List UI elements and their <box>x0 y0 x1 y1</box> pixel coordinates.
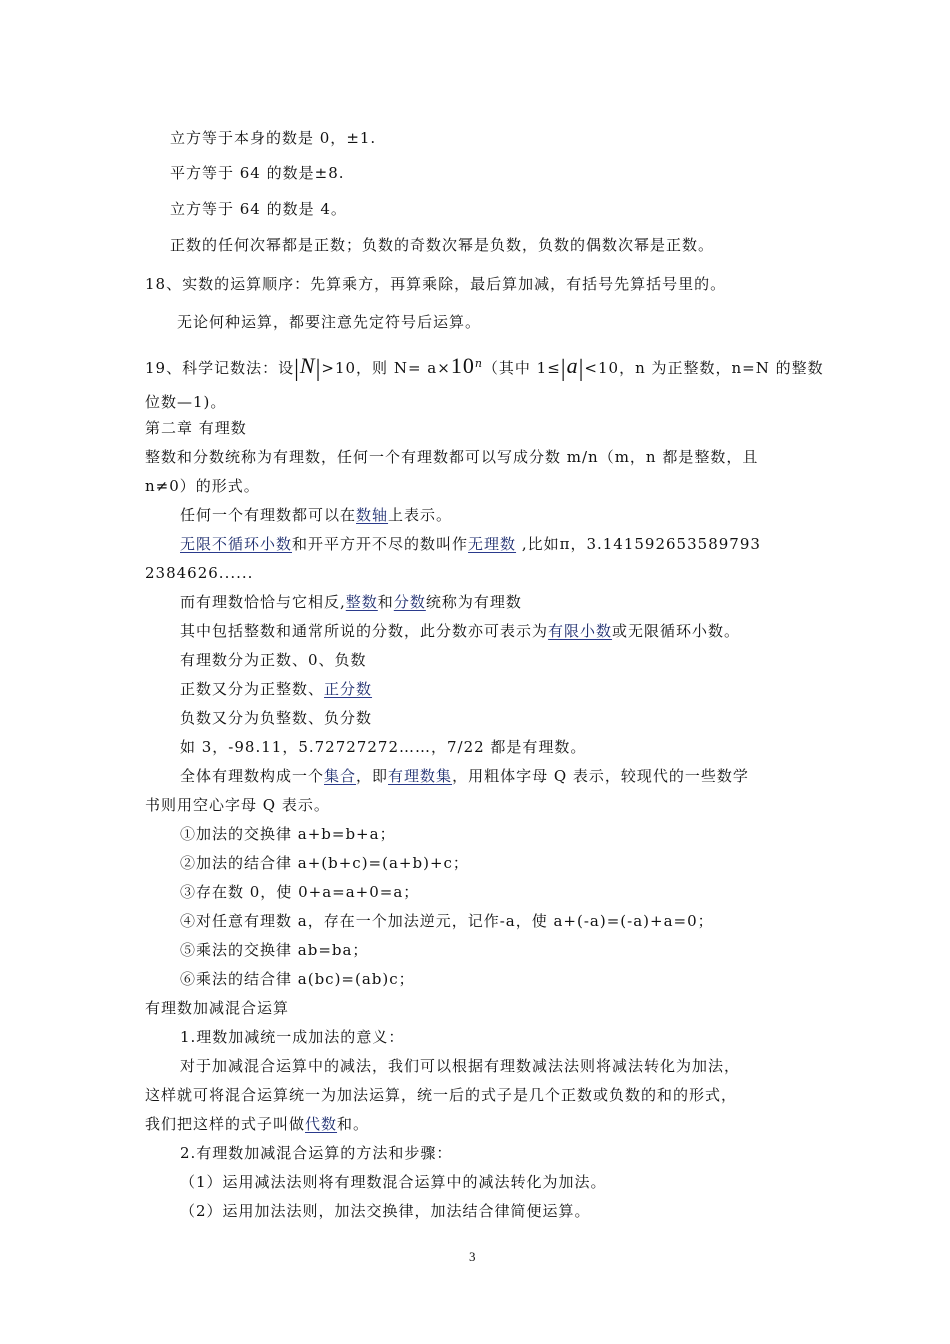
math-var: N <box>299 353 316 378</box>
abs-bar: | <box>315 356 322 382</box>
text-line: （1）运用减法法则将有理数混合运算中的减法转化为加法。 <box>180 1173 607 1191</box>
formula-line <box>145 353 824 382</box>
link-finite-decimal[interactable]: 有限小数 <box>548 622 613 640</box>
text-line: 平方等于 64 的数是±8. <box>170 164 345 182</box>
section-heading: 有理数加减混合运算 <box>145 999 290 1017</box>
law-item: ④对任意有理数 a，存在一个加法逆元，记作-a，使 a+(-a)=(-a)+a=0； <box>180 912 714 930</box>
text-segment: 而有理数恰恰与它相反, <box>180 593 346 611</box>
link-number-line[interactable]: 数轴 <box>356 506 389 524</box>
chapter-heading: 第二章 有理数 <box>145 419 247 437</box>
law-item: ⑥乘法的结合律 a(bc)=(ab)c； <box>180 970 415 988</box>
text-segment: >10，则 N= a× <box>321 359 451 377</box>
text-line: 立方等于本身的数是 0，±1. <box>170 129 377 147</box>
text-segment: 或无限循环小数。 <box>612 622 741 640</box>
text-line <box>180 534 761 554</box>
text-line: 如 3，-98.11，5.72727272……，7/22 都是有理数。 <box>180 738 587 756</box>
text-line: 18、实数的运算顺序：先算乘方，再算乘除，最后算加减，有括号先算括号里的。 <box>145 275 727 293</box>
text-segment: <10，n 为正整数，n=N 的整数 <box>584 359 824 377</box>
math-var: a <box>566 353 579 378</box>
text-line: 无论何种运算，都要注意先定符号后运算。 <box>177 313 482 331</box>
link-irrational-number[interactable]: 无理数 <box>468 535 517 553</box>
link-algebraic[interactable]: 代数 <box>305 1115 338 1133</box>
text-segment: （其中 1≤ <box>482 359 561 377</box>
text-line: 整数和分数统称为有理数，任何一个有理数都可以写成分数 m/n（m，n 都是整数，且 <box>145 448 759 466</box>
text-line <box>180 679 372 699</box>
text-segment: ，即 <box>356 767 389 785</box>
link-positive-fraction[interactable]: 正分数 <box>324 680 373 698</box>
link-irrational-decimal[interactable]: 无限不循环小数 <box>180 535 293 553</box>
text-segment: 任何一个有理数都可以在 <box>180 506 357 524</box>
text-line: 正数的任何次幂都是正数；负数的奇数次幂是负数，负数的偶数次幂是正数。 <box>170 236 715 254</box>
text-line: 2384626...... <box>145 564 254 582</box>
text-line: 位数—1)。 <box>145 393 227 411</box>
abs-bar: | <box>294 356 300 382</box>
law-item: ③存在数 0，使 0+a=a+0=a； <box>180 883 420 901</box>
text-segment: 我们把这样的式子叫做 <box>145 1115 306 1133</box>
link-integer[interactable]: 整数 <box>345 593 378 611</box>
text-segment: ,比如π，3.141592653589793 <box>516 535 761 553</box>
text-line: 负数又分为负整数、负分数 <box>180 709 373 727</box>
link-fraction[interactable]: 分数 <box>393 593 426 611</box>
text-line: 立方等于 64 的数是 4。 <box>170 200 347 218</box>
text-segment: 和开平方开不尽的数叫作 <box>292 535 469 553</box>
text-line: 这样就可将混合运算统一为加法运算，统一后的式子是几个正数或负数的和的形式， <box>145 1086 738 1104</box>
text-line <box>180 592 522 612</box>
text-segment: 和 <box>377 593 394 611</box>
law-item: ①加法的交换律 a+b=b+a； <box>180 825 396 843</box>
text-line: n≠0）的形式。 <box>145 477 260 495</box>
text-line <box>180 505 452 525</box>
text-segment: 正数又分为正整数、 <box>180 680 325 698</box>
text-segment: 和。 <box>337 1115 370 1133</box>
text-line <box>180 621 740 641</box>
abs-bar: | <box>560 356 567 382</box>
law-item: ⑤乘法的交换律 ab=ba； <box>180 941 369 959</box>
abs-bar: | <box>578 356 585 382</box>
text-line <box>180 766 749 786</box>
law-item: ②加法的结合律 a+(b+c)=(a+b)+c； <box>180 854 469 872</box>
math-base: 10 <box>450 353 475 378</box>
text-line: 1.理数加减统一成加法的意义： <box>180 1028 405 1046</box>
text-line: （2）运用加法法则，加法交换律，加法结合律简便运算。 <box>180 1202 591 1220</box>
text-segment: 其中包括整数和通常所说的分数，此分数亦可表示为 <box>180 622 549 640</box>
link-set[interactable]: 集合 <box>324 767 357 785</box>
text-line: 对于加减混合运算中的减法，我们可以根据有理数减法法则将减法转化为加法， <box>180 1057 741 1075</box>
text-segment: 全体有理数构成一个 <box>180 767 325 785</box>
text-line: 2.有理数加减混合运算的方法和步骤： <box>180 1144 453 1162</box>
text-segment: 19、科学记数法：设 <box>145 359 295 377</box>
link-rational-set[interactable]: 有理数集 <box>388 767 453 785</box>
text-segment: 统称为有理数 <box>425 593 522 611</box>
text-segment: ，用粗体字母 Q 表示，较现代的一些数学 <box>452 767 749 785</box>
text-line: 有理数分为正数、0、负数 <box>180 651 367 669</box>
text-line: 书则用空心字母 Q 表示。 <box>145 796 330 814</box>
text-line <box>145 1114 369 1134</box>
page-number: 3 <box>469 1249 476 1264</box>
text-segment: 上表示。 <box>388 506 453 524</box>
math-exponent: n <box>474 357 483 370</box>
